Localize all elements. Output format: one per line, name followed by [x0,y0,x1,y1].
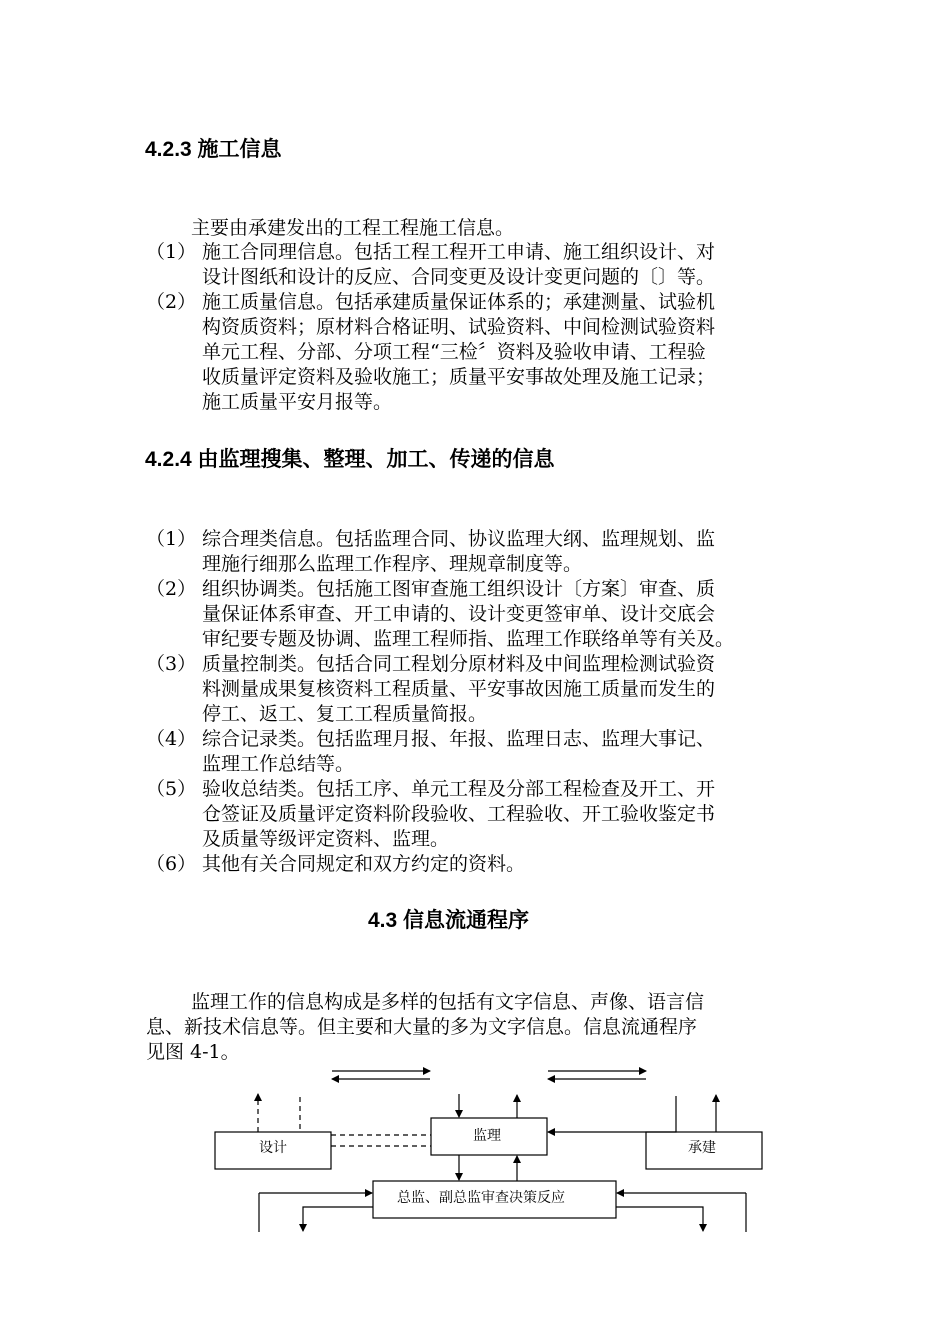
list-item-line: 监理工作总结等。 [202,753,355,775]
list-item-number: （1） [146,241,197,263]
list-item-line: 收质量评定资料及验收施工；质量平安事故处理及施工记录； [202,366,716,388]
list-item-number: （6） [146,853,197,875]
flow-arrow [616,1207,703,1231]
list-item-line: 综合记录类。包括监理月报、年报、监理日志、监理大事记、 [202,728,716,750]
list-item-line: 其他有关合同规定和双方约定的资料。 [202,853,526,875]
list-item-line: 理施行细那么监理工作程序、理规章制度等。 [202,553,583,575]
contractor-label: 承建 [688,1140,716,1156]
supervision-label: 监理 [473,1128,501,1144]
list-item-line: 施工合同理信息。包括工程工程开工申请、施工组织设计、对 [202,241,716,263]
list-item-line: 审纪要专题及协调、监理工程师指、监理工作联络单等有关及。 [202,628,735,650]
list-item-number: （1） [146,528,197,550]
list-item-line: 及质量等级评定资料、监理。 [202,828,450,850]
list-item-number: （3） [146,653,197,675]
list-item-line: 验收总结类。包括工序、单元工程及分部工程检查及开工、开 [202,778,716,800]
section-4-3-para-line: 监理工作的信息构成是多样的包括有文字信息、声像、语言信 [191,991,705,1013]
design-label: 设计 [259,1140,287,1156]
list-item-line: 单元工程、分部、分项工程“三检〞资料及验收申请、工程验 [202,341,706,363]
section-4-3-para-line: 见图 4-1。 [146,1041,240,1063]
list-item-number: （4） [146,728,197,750]
list-item-line: 施工质量信息。包括承建质量保证体系的；承建测量、试验机 [202,291,716,313]
list-item-line: 料测量成果复核资料工程质量、平安事故因施工质量而发生的 [202,678,716,700]
section-4-2-3-intro: 主要由承建发出的工程工程施工信息。 [191,217,515,239]
list-item-line: 构资质资料；原材料合格证明、试验资料、中间检测试验资料 [202,316,716,338]
list-item-number: （2） [146,291,197,313]
list-item-line: 综合理类信息。包括监理合同、协议监理大纲、监理规划、监 [202,528,716,550]
list-item-number: （5） [146,778,197,800]
section-4-3-para-line: 息、新技术信息等。但主要和大量的多为文字信息。信息流通程序 [146,1016,698,1038]
list-item-line: 施工质量平安月报等。 [202,391,393,413]
list-item-line: 仓签证及质量评定资料阶段验收、工程验收、开工验收鉴定书 [202,803,716,825]
flow-arrow [303,1207,373,1231]
section-heading-4-2-4: 4.2.4 由监理搜集、整理、加工、传递的信息 [145,448,555,471]
list-item-line: 组织协调类。包括施工图审查施工组织设计〔方案〕审查、质 [202,578,716,600]
list-item-line: 质量控制类。包括合同工程划分原材料及中间监理检测试验资 [202,653,716,675]
list-item-line: 停工、返工、复工工程质量简报。 [202,703,488,725]
section-heading-4-3: 4.3 信息流通程序 [368,909,530,932]
section-heading-4-2-3: 4.2.3 施工信息 [145,138,282,161]
chief-review-label: 总监、副总监审查决策反应 [397,1190,565,1206]
list-item-number: （2） [146,578,197,600]
flow-arrow [548,1096,676,1132]
list-item-line: 量保证体系审查、开工申请的、设计变更签审单、设计交底会 [202,603,716,625]
list-item-line: 设计图纸和设计的反应、合同变更及设计变更问题的〔〕等。 [202,266,716,288]
